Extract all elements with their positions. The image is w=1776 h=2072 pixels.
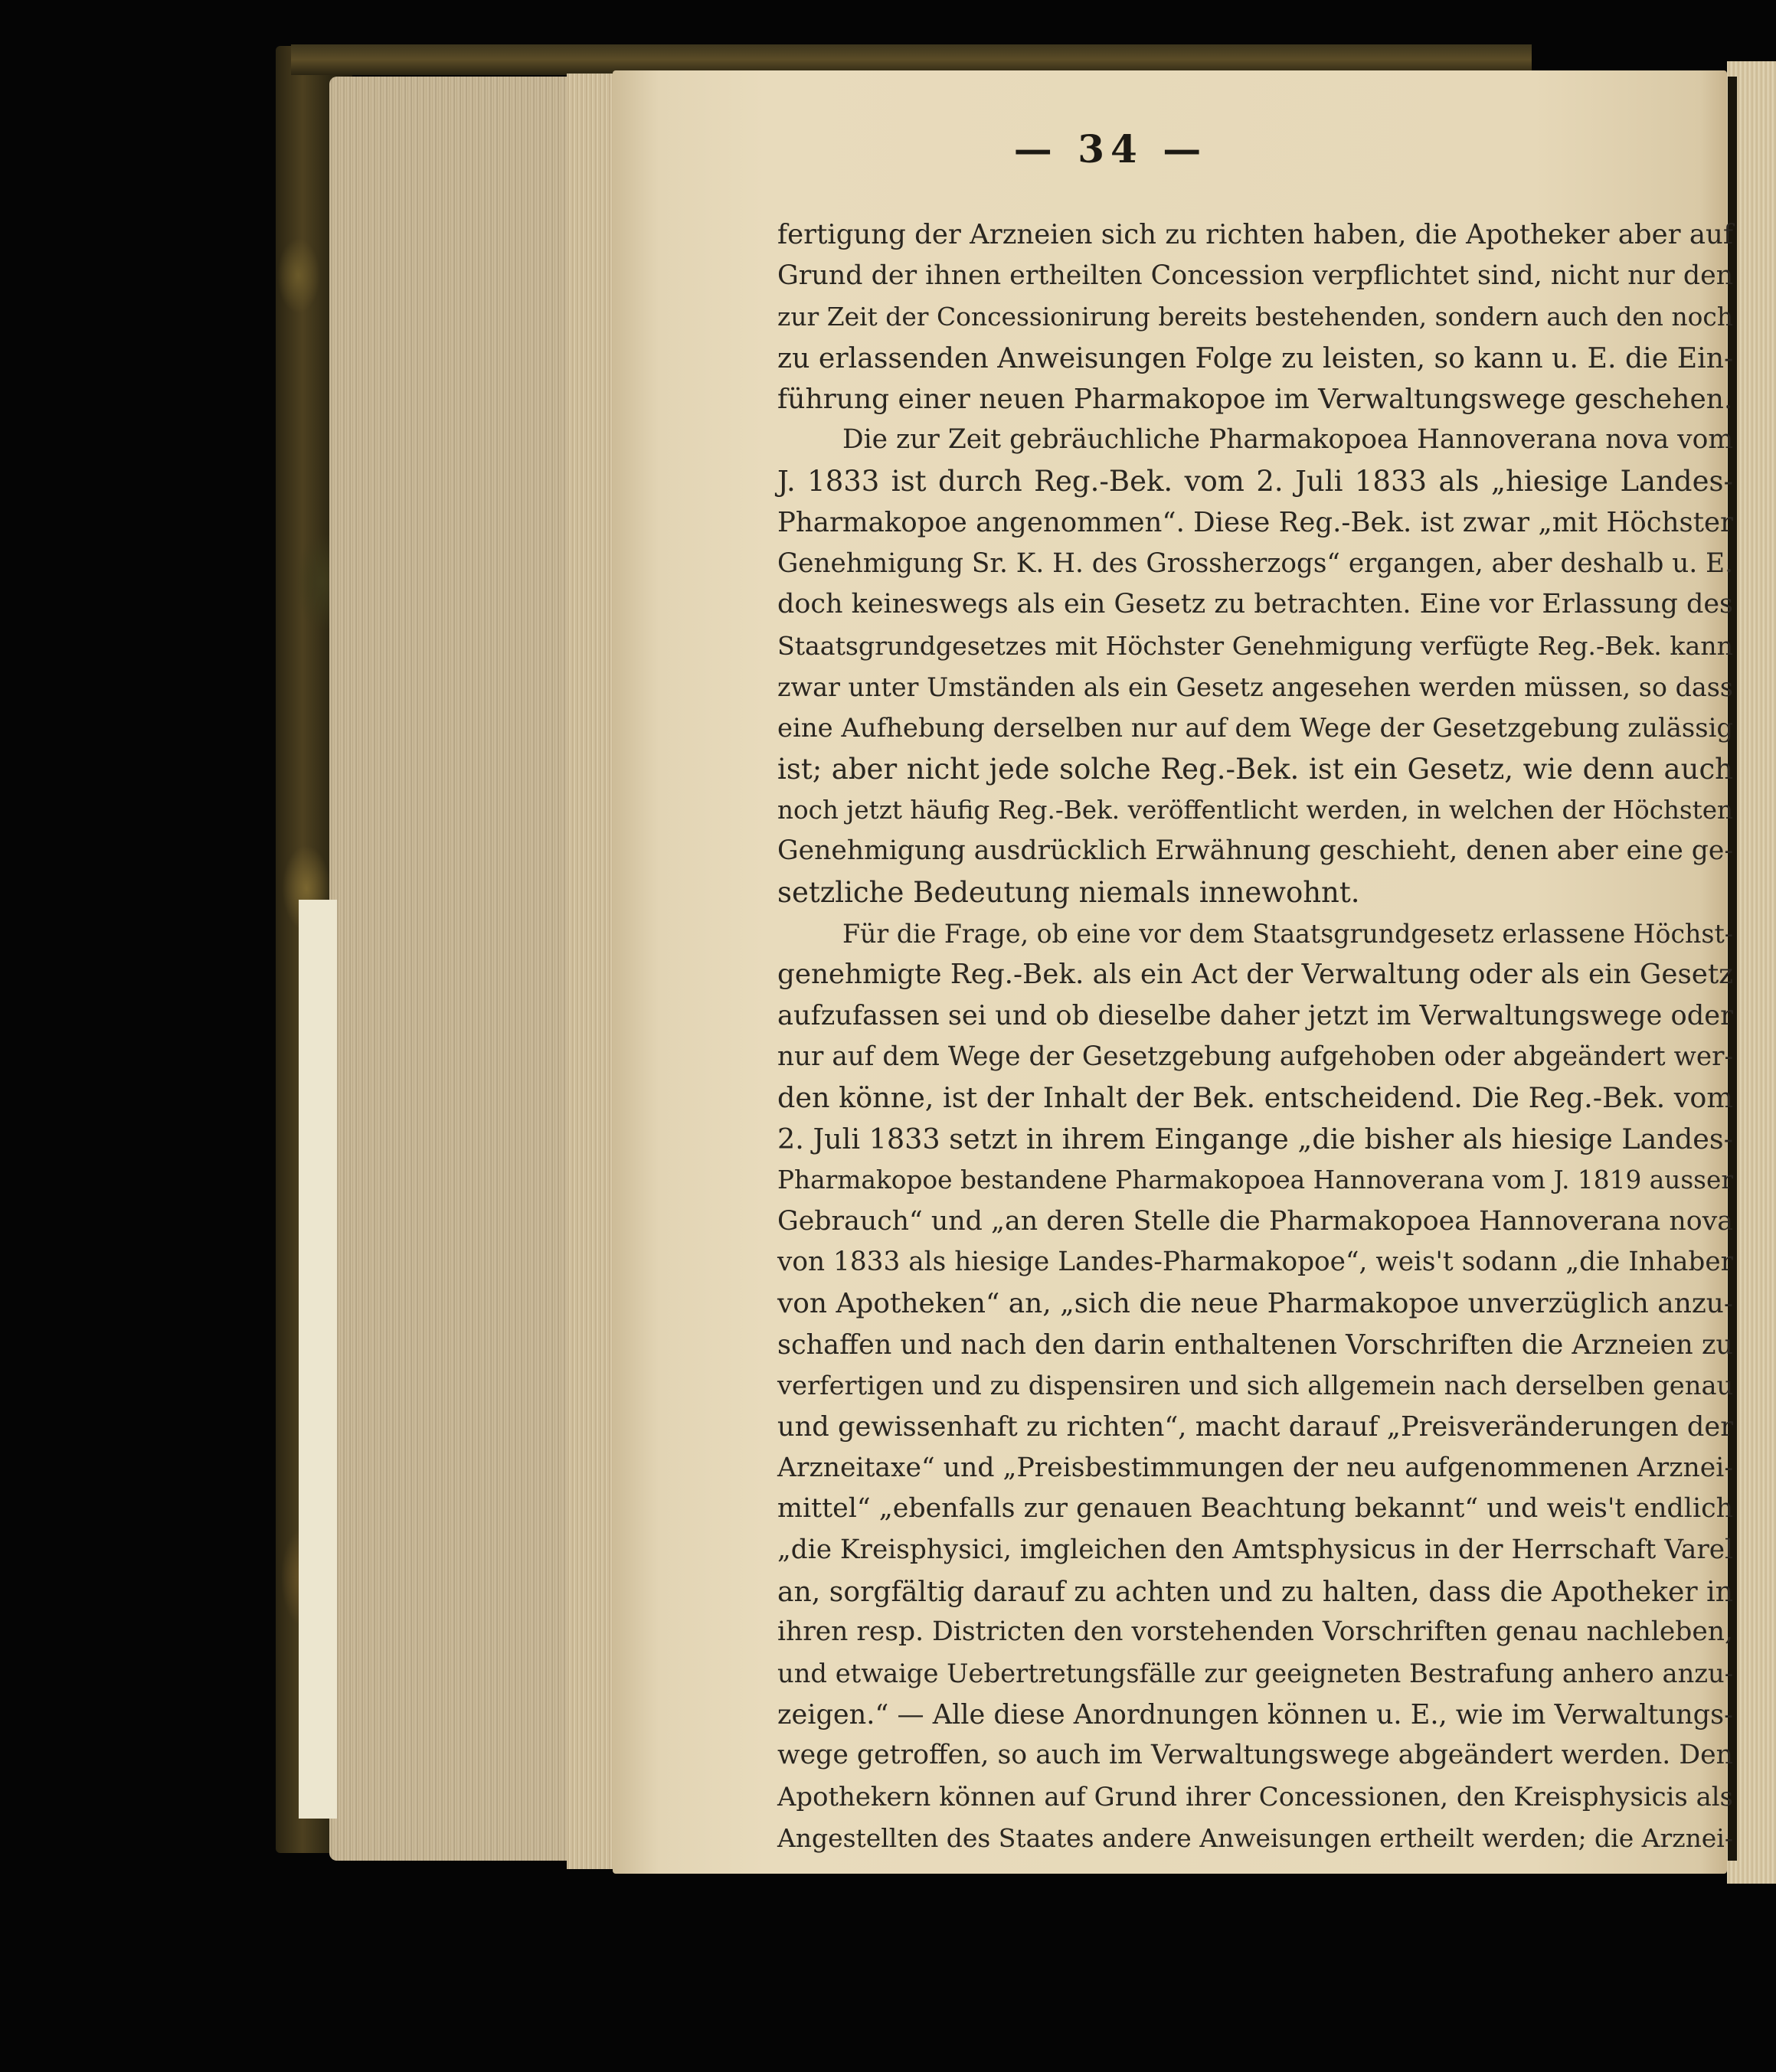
text-line: führung einer neuen Pharmakopoe im Verwaltungswege geschehen. [777,383,1733,415]
text-line: aufzufassen sei und ob dieselbe daher jetzt im Verwaltungswege oder [777,1000,1733,1032]
body-text [777,214,1733,1859]
text-line: von Apotheken“ an, „sich die neue Pharmakopoe unverzüglich anzu- [777,1287,1733,1319]
text-line: Angestellten des Staates andere Anweisungen ertheilt werden; die Arznei- [777,1822,1733,1853]
text-line: Apothekern können auf Grund ihrer Concessionen, den Kreisphysicis als [777,1782,1733,1812]
text-line: noch jetzt häufig Reg.-Bek. veröffentlicht werden, in welchen der Höchsten [777,795,1733,825]
page-edges [329,77,605,1861]
text-line: doch keineswegs als ein Gesetz zu betrachten. Eine vor Erlassung des [777,589,1733,620]
text-line: wege getroffen, so auch im Verwaltungswege abgeändert werden. Den [777,1740,1733,1771]
text-line: 2. Juli 1833 setzt in ihrem Eingange „die bisher als hiesige Landes- [777,1123,1733,1156]
text-line: zeigen.“ — Alle diese Anordnungen können u. E., wie im Verwaltungs- [777,1698,1733,1730]
text-line: an, sorgfältig darauf zu achten und zu halten, dass die Apotheker in [777,1574,1733,1608]
text-line: zur Zeit der Concessionirung bereits bestehenden, sondern auch den noch [777,302,1733,332]
text-line: ihren resp. Districten den vorstehenden Vorschriften genau nachleben, [777,1616,1733,1648]
text-line: J. 1833 ist durch Reg.-Bek. vom 2. Juli 1833 als „hiesige Landes- [777,465,1733,498]
text-line: Gebrauch“ und „an deren Stelle die Pharmakopoea Hannoverana nova [777,1205,1733,1237]
page-number: — 34 — [1013,126,1208,172]
text-line: fertigung der Arzneien sich zu richten haben, die Apotheker aber auf [777,219,1733,250]
text-line: den könne, ist der Inhalt der Bek. entscheidend. Die Reg.-Bek. vom [777,1081,1733,1115]
text-line: eine Aufhebung derselben nur auf dem Wege der Gesetzgebung zulässig [777,713,1734,744]
text-line: Pharmakopoe angenommen“. Diese Reg.-Bek. ist zwar „mit Höchster [777,506,1733,538]
text-line: Genehmigung Sr. K. H. des Grossherzogs“ ergangen, aber deshalb u. E. [777,547,1733,579]
text-line: zwar unter Umständen als ein Gesetz angesehen werden müssen, so dass [777,672,1733,702]
text-line: Arzneitaxe“ und „Preisbestimmungen der neu aufgenommenen Arznei- [777,1452,1733,1483]
text-line: mittel“ „ebenfalls zur genauen Beachtung bekannt“ und weis't endlich [777,1493,1733,1525]
text-line: Die zur Zeit gebräuchliche Pharmakopoea Hannoverana nova vom [842,424,1733,456]
text-line: ist; aber nicht jede solche Reg.-Bek. ist ein Gesetz, wie denn auch [777,752,1733,786]
text-line: zu erlassenden Anweisungen Folge zu leisten, so kann u. E. die Ein- [777,342,1734,375]
text-line: und etwaige Uebertretungsfälle zur geeigneten Bestrafung anhero anzu- [777,1659,1734,1689]
text-line: Für die Frage, ob eine vor dem Staatsgrundgesetz erlassene Höchst- [842,918,1733,949]
text-line: nur auf dem Wege der Gesetzgebung aufgehoben oder abgeändert wer- [777,1041,1733,1072]
text-line: genehmigte Reg.-Bek. als ein Act der Verwaltung oder als ein Gesetz [777,959,1734,991]
text-line: Grund der ihnen ertheilten Concession verpflichtet sind, nicht nur den [777,260,1734,291]
text-line: setzliche Bedeutung niemals innewohnt. [777,876,1360,909]
text-line: schaffen und nach den darin enthaltenen Vorschriften die Arzneien zu [777,1328,1733,1361]
text-line: Pharmakopoe bestandene Pharmakopoea Hannoverana vom J. 1819 ausser [777,1165,1733,1195]
text-line: Genehmigung ausdrücklich Erwähnung geschieht, denen aber eine ge- [777,835,1734,867]
text-line: Staatsgrundgesetzes mit Höchster Genehmigung verfügte Reg.-Bek. kann [777,630,1733,661]
text-line: „die Kreisphysici, imgleichen den Amtsphysicus in der Herrschaft Varel [777,1534,1733,1565]
text-line: verfertigen und zu dispensiren und sich allgemein nach derselben genau [777,1371,1734,1401]
text-line: von 1833 als hiesige Landes-Pharmakopoe“, weis't sodann „die Inhaber [777,1247,1733,1278]
flyleaf [299,900,337,1819]
text-line: und gewissenhaft zu richten“, macht darauf „Preisveränderungen der [777,1410,1733,1443]
